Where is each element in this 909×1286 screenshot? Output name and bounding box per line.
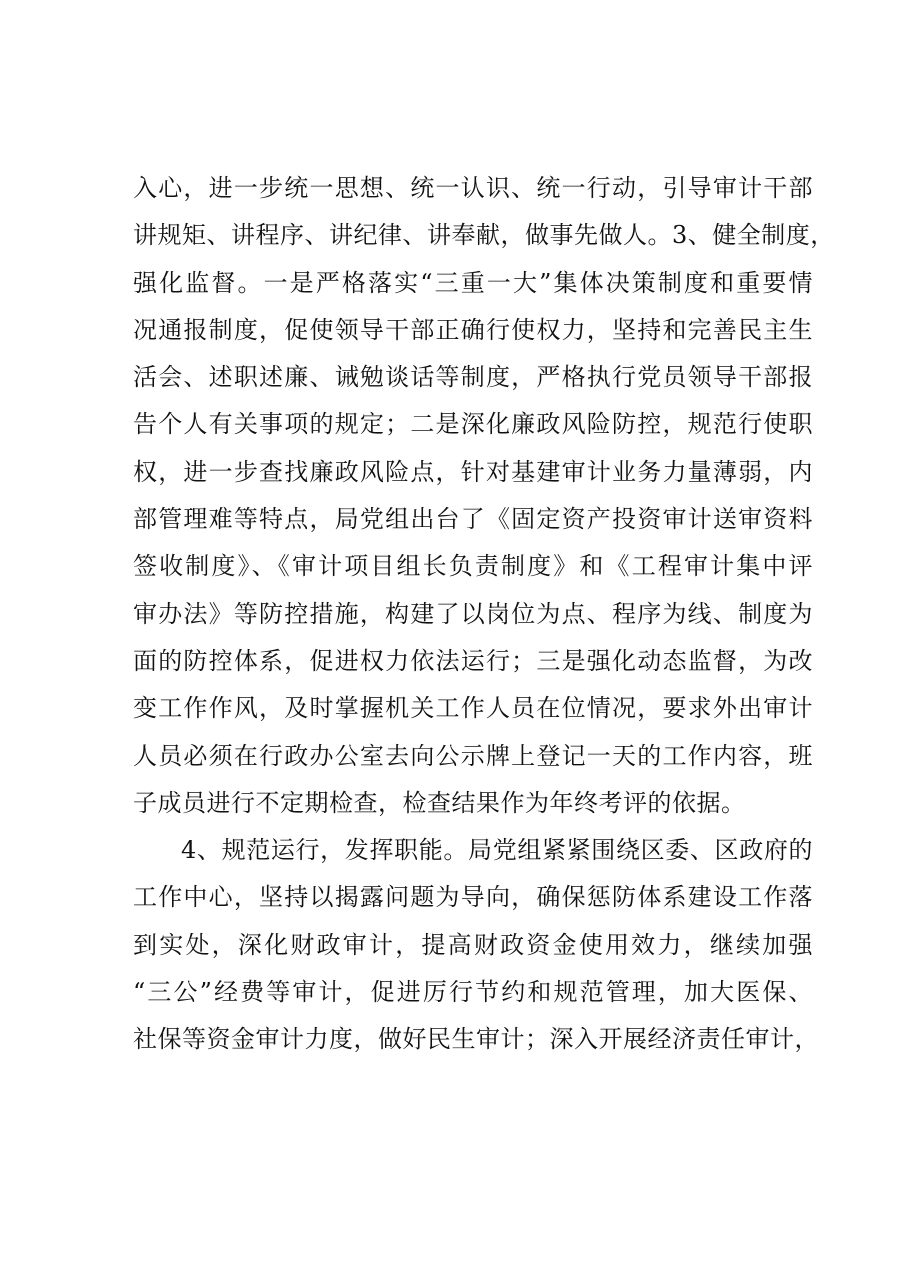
text-line: 部管理难等特点，局党组出台了《固定资产投资审计送审资料	[133, 505, 813, 534]
text-line: 人员必须在行政办公室去向公示牌上登记一天的工作内容，班	[133, 741, 813, 770]
text-line: 子成员进行不定期检查，检查结果作为年终考评的依据。	[133, 788, 746, 817]
text-line: 签收制度》、《审计项目组长负责制度》和《工程审计集中评	[133, 552, 813, 581]
text-line: 活会、述职述廉、诫勉谈话等制度，严格执行党员领导干部报	[133, 363, 813, 392]
text-line: 工作中心，坚持以揭露问题为导向，确保惩防体系建设工作落	[133, 883, 813, 912]
text-line: 况通报制度，促使领导干部正确行使权力，坚持和完善民主生	[133, 315, 813, 344]
text-line: 入心，进一步统一思想、统一认识、统一行动，引导审计干部	[133, 174, 813, 202]
text-line: “三公”经费等审计，促进厉行节约和规范管理，加大医保、	[133, 978, 813, 1007]
text-line: 审办法》等防控措施，构建了以岗位为点、程序为线、制度为	[133, 599, 813, 628]
paragraph-start-line: 4、规范运行，发挥职能。局党组紧紧围绕区委、区政府的	[181, 836, 813, 865]
text-line: 社保等资金审计力度，做好民生审计；深入开展经济责任审计，	[133, 1025, 819, 1054]
text-line: 权，进一步查找廉政风险点，针对基建审计业务力量薄弱，内	[133, 457, 813, 486]
text-line: 强化监督。一是严格落实“三重一大”集体决策制度和重要情	[133, 268, 813, 297]
text-line: 告个人有关事项的规定；二是深化廉政风险防控，规范行使职	[133, 410, 813, 439]
text-line: 面的防控体系，促进权力依法运行；三是强化动态监督，为改	[133, 646, 813, 675]
text-line: 讲规矩、讲程序、讲纪律、讲奉献，做事先做人。3、健全制度，	[133, 221, 835, 250]
text-line: 变工作作风，及时掌握机关工作人员在位情况，要求外出审计	[133, 694, 813, 723]
text-line: 到实处，深化财政审计，提高财政资金使用效力，继续加强	[133, 930, 813, 959]
body-text	[133, 165, 835, 1064]
